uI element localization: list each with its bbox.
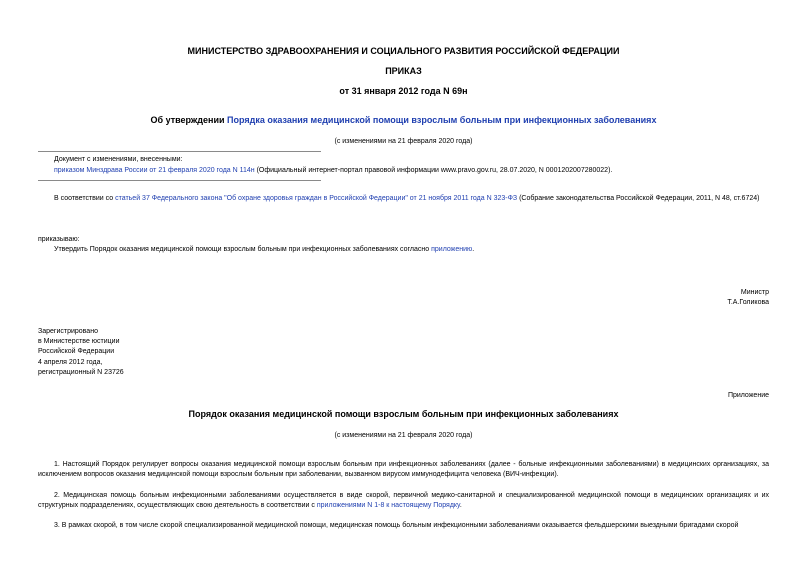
ministry-heading: МИНИСТЕРСТВО ЗДРАВООХРАНЕНИЯ И СОЦИАЛЬНОГО РАЗВИТИЯ РОССИЙСКОЙ ФЕДЕРАЦИИ bbox=[187, 46, 620, 56]
change-note-publication: (Официальный интернет-портал правовой информации www.pravo.gov.ru, 28.07.2020, N 0001202007280022). bbox=[254, 167, 613, 174]
preamble-paragraph bbox=[38, 194, 769, 204]
document-type: ПРИКАЗ bbox=[385, 66, 422, 76]
preamble-prefix: В соответствии со bbox=[54, 195, 116, 202]
signatory-position: Министр bbox=[740, 289, 769, 296]
change-note-label: Документ с изменениями, внесенными: bbox=[54, 156, 183, 163]
amended-note: (с изменениями на 21 февраля 2020 года) bbox=[334, 138, 473, 145]
order-approve-paragraph bbox=[54, 245, 474, 254]
appendix-label: Приложение bbox=[727, 392, 769, 399]
divider-top bbox=[38, 151, 321, 152]
appendix-paragraph-3: 3. В рамках скорой, в том числе скорой специализированной медицинской помощи, медицинская помощь больным инфекционными заболеваниями оказывается фельдшерскими выездными бригадами скорой bbox=[54, 522, 739, 529]
registration-line: Российской Федерации bbox=[38, 348, 115, 355]
appendices-1-8-link[interactable]: приложениями N 1-8 к настоящему Порядку bbox=[316, 502, 460, 509]
registration-number: регистрационный N 23726 bbox=[38, 369, 124, 376]
divider-bottom bbox=[38, 180, 321, 181]
registration-line: 4 апреля 2012 года, bbox=[38, 359, 103, 366]
order-verb: приказываю: bbox=[38, 236, 80, 243]
registration-line: в Министерстве юстиции bbox=[38, 338, 120, 345]
document-title-prefix: Об утверждении bbox=[150, 115, 228, 125]
appendix-paragraph-2 bbox=[38, 491, 769, 511]
federal-law-link[interactable]: статьей 37 Федерального закона "Об охране здоровья граждан в Российской Федерации" от 21 ноября 2011 года N 323-ФЗ bbox=[115, 195, 518, 202]
order-approve-suffix: . bbox=[472, 246, 475, 253]
preamble-source: (Собрание законодательства Российской Федерации, 2011, N 48, ст.6724) bbox=[517, 195, 760, 202]
appendix-paragraph-1: 1. Настоящий Порядок регулирует вопросы оказания медицинской помощи взрослым больным при инфекционных заболеваниях (далее - больные инфекционными заболеваниями) в медицинских организациях, за исключением вопросов оказания медицинской помощи взрослым больным при заболевании, вызванном вирусом иммунодефицита человека (ВИЧ-инфекции). bbox=[38, 461, 769, 478]
signatory-name: Т.А.Голикова bbox=[727, 299, 769, 306]
amending-order-link[interactable]: приказом Минздрава России от 21 февраля 2020 года N 114н bbox=[54, 167, 255, 174]
document-title-link[interactable]: Порядка оказания медицинской помощи взрослым больным при инфекционных заболеваниях bbox=[227, 115, 657, 125]
appendix-title: Порядок оказания медицинской помощи взрослым больным при инфекционных заболеваниях bbox=[188, 409, 619, 419]
registration-line: Зарегистрировано bbox=[38, 328, 98, 335]
document-date-number: от 31 января 2012 года N 69н bbox=[339, 86, 468, 96]
appendix-paragraph-2-text: 2. Медицинская помощь больным инфекционными заболеваниями осуществляется в виде скорой, первичной медико-санитарной и специализированной медицинской помощи в медицинских организациях и их структурных подразделениях, осуществляющих свою деятельность в соответствии с bbox=[38, 492, 769, 509]
appendix-paragraph-2-suffix: . bbox=[459, 502, 462, 509]
appendix-amended-note: (с изменениями на 21 февраля 2020 года) bbox=[334, 432, 473, 439]
document-title bbox=[0, 115, 807, 126]
order-approve-text: Утвердить Порядок оказания медицинской помощи взрослым больным при инфекционных заболеваниях согласно bbox=[54, 246, 432, 253]
appendix-link[interactable]: приложению bbox=[431, 246, 473, 253]
change-note-source bbox=[54, 166, 612, 175]
